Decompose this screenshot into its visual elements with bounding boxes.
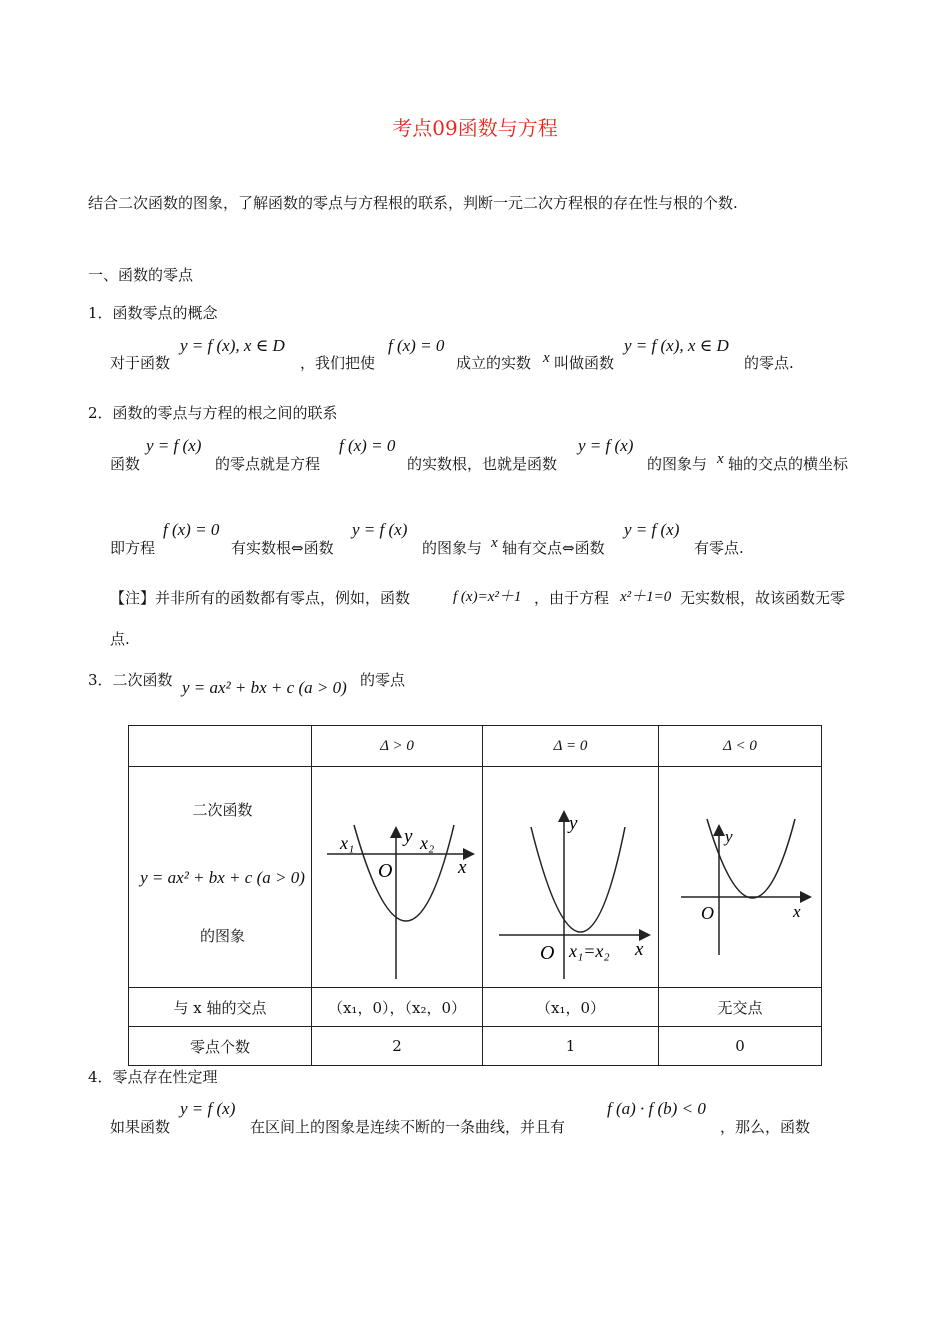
- item1-text-b: ，我们把使: [300, 354, 376, 372]
- graph-label-y: y: [404, 826, 413, 847]
- graph-label-x1: x₁: [340, 833, 355, 853]
- graph-two-roots: [312, 767, 482, 983]
- item3-heading-a: 3．二次函数: [88, 671, 173, 689]
- item2-l1-math-3: y = f (x): [578, 436, 634, 455]
- graph-label-x: x: [635, 939, 644, 960]
- graph-label-x: x: [793, 902, 801, 921]
- item2-l1-text-b: 的零点就是方程: [215, 455, 321, 473]
- graph-label-x2: x₂: [420, 833, 435, 853]
- parabola-curve: [531, 827, 625, 932]
- note-text-d: 点.: [110, 630, 130, 648]
- graph-one-root: [483, 767, 658, 983]
- graph-cell-one-root: [483, 767, 659, 988]
- item1-math-b: f (x) = 0: [388, 336, 445, 355]
- graph-label-origin: O: [378, 860, 393, 882]
- item2-l2-math-2: y = f (x): [352, 520, 408, 539]
- item1-text-c: 成立的实数: [456, 354, 532, 372]
- item2-l2-math-1: f (x) = 0: [163, 520, 220, 539]
- item1-math-a: y = f (x), x ∈ D: [180, 336, 285, 355]
- table-cell-intersection-none: 无交点: [659, 988, 822, 1027]
- item1-math-c: y = f (x), x ∈ D: [624, 336, 729, 355]
- graph-cell-two-roots: [312, 767, 483, 988]
- item2-l1-math-2: f (x) = 0: [339, 436, 396, 455]
- item3-heading-b: 的零点: [360, 671, 406, 689]
- table-header-delta-neg: Δ < 0: [659, 726, 822, 767]
- table-cell-count-two: 2: [312, 1027, 483, 1066]
- table-cell-intersection-label: 与 x 轴的交点: [129, 988, 312, 1027]
- item2-l1-text-a: 函数: [110, 455, 141, 473]
- item1-text-d: 叫做函数: [554, 354, 615, 372]
- item4-text-b: 在区间上的图象是连续不断的一条曲线，并且有: [250, 1118, 566, 1136]
- note-text-c: 无实数根，故该函数无零: [680, 589, 846, 607]
- table-header-delta-pos: Δ > 0: [312, 726, 483, 767]
- table-cell-count-one: 1: [483, 1027, 659, 1066]
- table-cell-count-label: 零点个数: [129, 1027, 312, 1066]
- graph-label-math: y = ax² + bx + c (a > 0): [140, 868, 305, 887]
- graph-label-y: y: [725, 827, 733, 846]
- item2-l2-text-d: 轴有交点⇔函数: [502, 539, 605, 557]
- table-header-delta-zero: Δ = 0: [483, 726, 659, 767]
- graph-label-x: x: [458, 857, 467, 878]
- intro-paragraph: 结合二次函数的图象，了解函数的零点与方程根的联系，判断一元二次方程根的存在性与根的个数.: [88, 194, 738, 212]
- item1-text-e: 的零点.: [744, 354, 794, 372]
- graph-label-b: 的图象: [199, 927, 245, 945]
- graph-label-origin: O: [540, 942, 555, 964]
- parabola-curve: [707, 819, 795, 898]
- item1-text-a: 对于函数: [110, 354, 171, 372]
- item2-l1-text-e: 轴的交点的横坐标: [728, 455, 849, 473]
- item4-math-b: f (a) · f (b) < 0: [607, 1099, 706, 1118]
- graph-label-a: 二次函数: [192, 801, 253, 819]
- table-cell-intersection-two: （x₁，0），（x₂，0）: [312, 988, 483, 1027]
- item4-math-a: y = f (x): [180, 1099, 236, 1118]
- graph-label-origin: O: [701, 903, 714, 923]
- table-cell-intersection-one: （x₁，0）: [483, 988, 659, 1027]
- item2-l2-text-b: 有实数根⇔函数: [231, 539, 334, 557]
- item3-heading-math: y = ax² + bx + c (a > 0): [182, 678, 347, 697]
- item1-heading: 1．函数零点的概念: [88, 304, 218, 322]
- item2-l1-text-d: 的图象与: [647, 455, 708, 473]
- quadratic-zero-table: [128, 725, 822, 1066]
- item4-heading: 4．零点存在性定理: [88, 1068, 218, 1086]
- page-title: 考点09函数与方程: [392, 116, 558, 140]
- item2-l2-math-3: y = f (x): [624, 520, 680, 539]
- note-math-1: f (x)=x²＋1: [453, 589, 522, 605]
- item2-l2-var-x: x: [491, 535, 498, 551]
- item4-text-c: ，那么，函数: [720, 1118, 811, 1136]
- item2-l2-text-e: 有零点.: [694, 539, 744, 557]
- item2-heading: 2．函数的零点与方程的根之间的联系: [88, 404, 338, 422]
- note-text-a: 【注】并非所有的函数都有零点，例如，函数: [110, 589, 411, 607]
- item2-l2-text-a: 即方程: [110, 539, 156, 557]
- graph-label-x12: x₁=x₂: [569, 941, 610, 961]
- table-cell-count-zero: 0: [659, 1027, 822, 1066]
- item2-l1-text-c: 的实数根，也就是函数: [407, 455, 558, 473]
- note-text-b: ，由于方程: [534, 589, 610, 607]
- item2-l1-var-x: x: [717, 451, 724, 467]
- graph-cell-no-root: [659, 767, 822, 988]
- graph-label-y: y: [569, 813, 578, 834]
- graph-no-root: [659, 767, 821, 983]
- item2-l1-math-1: y = f (x): [146, 436, 202, 455]
- item2-l2-text-c: 的图象与: [422, 539, 483, 557]
- section-heading: 一、函数的零点: [88, 266, 194, 284]
- item4-text-a: 如果函数: [110, 1118, 171, 1136]
- note-math-2: x²＋1=0: [620, 589, 672, 605]
- item1-var-x: x: [543, 350, 550, 366]
- table-header-empty: [129, 726, 312, 767]
- table-row-label-graph: [129, 767, 312, 988]
